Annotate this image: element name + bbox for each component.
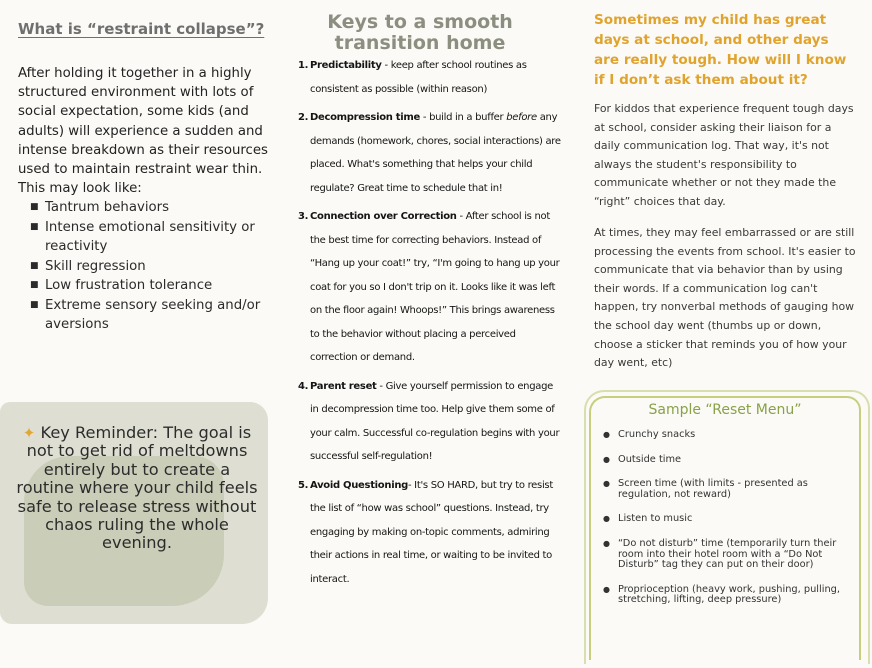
restraint-collapse-heading: What is “restraint collapse”?: [18, 20, 265, 38]
key-item-parent-reset: 4. Parent reset - Give yourself permission to engage in decompression time too. Help give them some of your calm. Successful co-regulation begins with your successful self-regulation!: [298, 380, 560, 462]
key-heading: Predictability: [310, 60, 382, 71]
list-item: ■ Skill regression: [18, 257, 280, 277]
bullet-icon: ●: [603, 454, 610, 464]
key-heading: Avoid Questioning: [310, 479, 408, 491]
reset-menu-title: Sample “Reset Menu”: [648, 402, 802, 418]
bullet-icon: ■: [30, 202, 39, 213]
collapse-examples-list: [18, 198, 280, 335]
list-item: ■ Extreme sensory seeking and/or aversions: [30, 297, 261, 333]
key-heading: Parent reset: [310, 380, 377, 392]
bullet-icon: ●: [603, 479, 610, 489]
restraint-collapse-section: [18, 20, 280, 335]
list-item: ● Screen time (with limits - presented as regulation, not reward): [603, 478, 808, 500]
key-item-connection: 3. Connection over Correction - After school is not the best time for correcting behaviors. Instead of “Hang up your coat!” try, “I'm going to hang up your coat for you so I don't trip on it. Looks like it was left on the floor again! Whoops!” This brings awareness to the behavior without placing a perceived correction or demand.: [298, 211, 560, 363]
list-item: ● “Do not disturb” time (temporarily turn their room into their hotel room with a “Do Not Disturb” tag they can put on their door): [603, 537, 837, 571]
faq-answer-paragraph-2: At times, they may feel embarrassed or are still processing the events from school. It's easier to communicate that via behavior than by using their words. If a communication log can't happen, try nonverbal methods of gauging how the school day went (thumbs up or down, choose a sticker that reminds you of how your day went, etc): [594, 226, 856, 370]
bullet-icon: ●: [603, 430, 610, 439]
list-item: ● Listen to music: [603, 513, 693, 525]
key-item-decompression: 2. Decompression time - build in a buffer before any demands (homework, chores, social interactions) are placed. What's something that helps your child regulate? Great time to schedule that in!: [298, 112, 561, 194]
keys-list: [298, 54, 564, 591]
sparkle-icon: ✦: [22, 424, 36, 442]
faq-question: Sometimes my child has great days at school, and other days are really tough. How will I know if I don’t ask them about it?: [594, 12, 847, 88]
reset-menu-list: [598, 430, 846, 606]
bullet-icon: ●: [603, 514, 610, 524]
list-item: ■ Low frustration tolerance: [18, 276, 280, 296]
key-reminder-label: Key Reminder:: [40, 423, 159, 442]
bullet-icon: ■: [30, 260, 39, 271]
bullet-icon: ■: [30, 280, 39, 291]
bullet-icon: ●: [603, 584, 610, 594]
bullet-icon: ■: [30, 221, 39, 232]
bullet-icon: ●: [603, 538, 610, 548]
bullet-icon: ■: [30, 299, 39, 310]
key-heading: Decompression time: [310, 112, 420, 123]
keys-heading: Keys to a smooth transition home: [327, 11, 513, 54]
restraint-collapse-intro: After holding it together in a highly structured environment with lots of social expectation, some kids (and adults) will experience a sudden and intense breakdown as their resources used to maintain restraint wear thin. This may look like:: [18, 66, 268, 197]
key-reminder-callout: [14, 424, 260, 553]
list-item: ■ Tantrum behaviors: [18, 198, 280, 218]
key-item-predictability: 1. Predictability - keep after school routines as consistent as possible (within reason): [298, 60, 527, 95]
list-item: ● Crunchy snacks: [603, 429, 696, 440]
key-item-avoid-questioning: 5. Avoid Questioning- It's SO HARD, but try to resist the list of “how was school” questions. Instead, try engaging by making on-topic comments, admiring their actions in real time, or waiting to be invited to interact.: [298, 479, 553, 585]
key-reminder-text: The goal is not to get rid of meltdowns entirely but to create a routine where your child feels safe to release stress without chaos ruling the whole evening.: [16, 423, 258, 553]
list-item: ● Outside time: [603, 453, 682, 465]
faq-answer-paragraph-1: For kiddos that experience frequent tough days at school, consider asking their liaison for a daily communication log. That way, it's not always the student's responsibility to communicate whether or not they made the “right” choices that day.: [594, 102, 854, 208]
list-item: ■ Intense emotional sensitivity or reactivity: [30, 219, 255, 255]
list-item: ● Proprioception (heavy work, pushing, pulling, stretching, lifting, deep pressure): [603, 583, 840, 606]
key-heading: Connection over Correction: [310, 211, 457, 222]
